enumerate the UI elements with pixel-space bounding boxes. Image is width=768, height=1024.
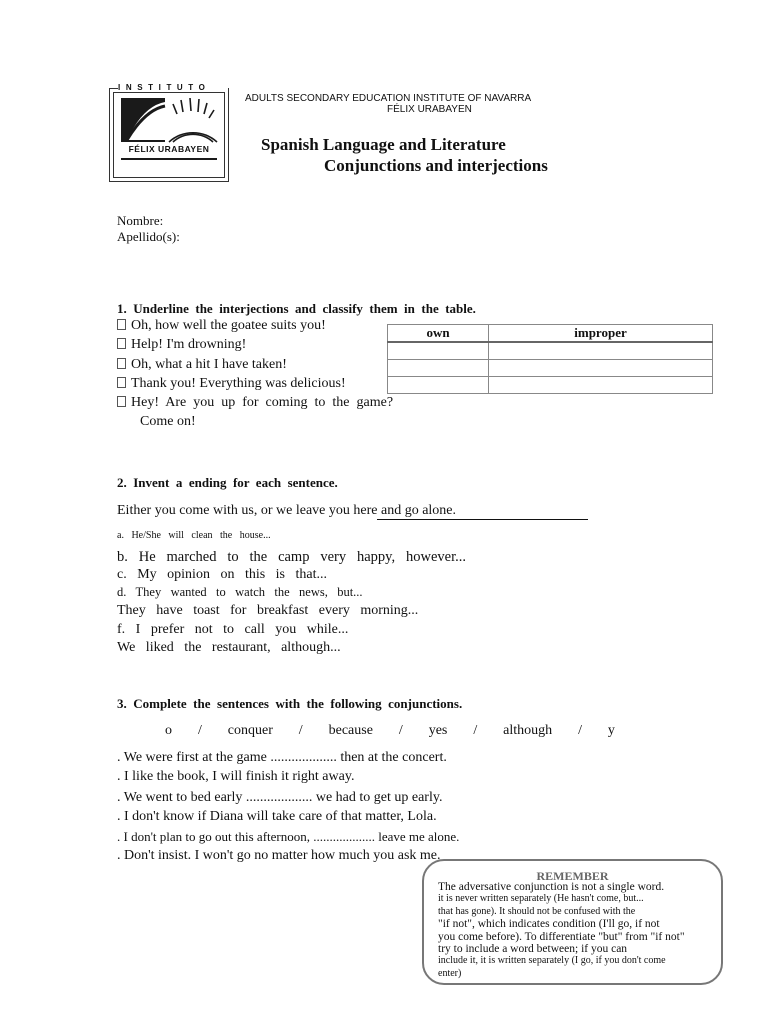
word-bank-item: conquer bbox=[227, 723, 273, 738]
exercise2-example bbox=[117, 503, 588, 520]
logo-emblem bbox=[113, 92, 223, 176]
remember-text bbox=[438, 881, 723, 980]
table-cell[interactable] bbox=[489, 360, 713, 377]
remember-line: "if not", which indicates condition (I'll go, if not bbox=[438, 918, 660, 931]
word-bank-item: yes bbox=[428, 723, 448, 738]
word-bank-item: y bbox=[607, 723, 615, 738]
exercise2-item: d. They wanted to watch the news, but... bbox=[117, 585, 363, 599]
remember-line: it is never written separately (He hasn't come, but... bbox=[438, 893, 644, 905]
exercise3-sentence: . Don't insist. I won't go no matter how much you ask me. bbox=[117, 848, 441, 863]
exercise1-sentence: Oh, what a hit I have taken! bbox=[117, 357, 287, 373]
column-header-own: own bbox=[388, 325, 489, 343]
word-bank-item: although bbox=[503, 723, 553, 738]
exercise2-item: a. He/She will clean the house... bbox=[117, 530, 271, 541]
table-cell[interactable] bbox=[388, 377, 489, 394]
remember-line: try to include a word between; if you can bbox=[438, 943, 628, 956]
exercise1-continuation: Come on! bbox=[140, 414, 196, 429]
logo-bottom-text: FÉLIX URABAYEN bbox=[116, 144, 222, 154]
remember-line: you come before). To differentiate "but" from "if not" bbox=[438, 930, 685, 943]
exercise1-sentence: Hey! Are you up for coming to the game? bbox=[117, 395, 393, 411]
exercise3-sentence: . I don't plan to go out this afternoon, ................... leave me alone. bbox=[117, 829, 460, 844]
bullet-icon bbox=[117, 358, 126, 369]
exercise2-item: We liked the restaurant, although... bbox=[117, 640, 341, 655]
exercise3-sentence: . We went to bed early ................... we had to get up early. bbox=[117, 790, 443, 805]
exercise3-sentence: . We were first at the game ................... then at the concert. bbox=[117, 750, 447, 765]
institution-name: ADULTS SECONDARY EDUCATION INSTITUTE OF NAVARRA bbox=[245, 93, 532, 104]
exercise1-sentence: Help! I'm drowning! bbox=[117, 337, 246, 353]
remember-line: include it, it is written separately (I go, if you don't come bbox=[438, 955, 666, 967]
bullet-icon bbox=[117, 396, 126, 407]
remember-line: that has gone). It should not be confused with the bbox=[438, 905, 636, 917]
exercise2-item: c. My opinion on this is that... bbox=[117, 567, 327, 582]
example-start: Either you come with us, or we leave you here bbox=[117, 503, 378, 518]
table-cell[interactable] bbox=[388, 360, 489, 377]
bullet-icon bbox=[117, 338, 126, 349]
exercise1-title: 1. Underline the interjections and classify them in the table. bbox=[117, 301, 476, 316]
table-cell[interactable] bbox=[489, 377, 713, 394]
exercise1-sentence: Thank you! Everything was delicious! bbox=[117, 376, 346, 392]
exercise2-title: 2. Invent a ending for each sentence. bbox=[117, 475, 338, 490]
exercise2-item: b. He marched to the camp very happy, however... bbox=[117, 549, 466, 565]
word-bank-item: o bbox=[165, 723, 172, 738]
exercise3-title: 3. Complete the sentences with the following conjunctions. bbox=[117, 696, 463, 711]
subject-title: Spanish Language and Literature bbox=[261, 135, 506, 154]
remember-line: enter) bbox=[438, 967, 462, 979]
word-bank-separator: / bbox=[473, 723, 478, 738]
word-bank-separator: / bbox=[298, 723, 303, 738]
remember-title: REMEMBER bbox=[536, 869, 609, 883]
surname-label: Apellido(s): bbox=[117, 229, 180, 244]
logo-top-text: INSTITUTO bbox=[118, 83, 228, 92]
exercise2-item: f. I prefer not to call you while... bbox=[117, 622, 349, 637]
example-answer: and go alone. bbox=[377, 503, 588, 520]
name-label: Nombre: bbox=[117, 213, 164, 228]
table-cell[interactable] bbox=[489, 342, 713, 360]
word-bank-separator: / bbox=[398, 723, 403, 738]
classification-table bbox=[387, 324, 713, 394]
word-bank-item: because bbox=[328, 723, 373, 738]
word-bank-separator: / bbox=[197, 723, 202, 738]
remember-line: The adversative conjunction is not a single word. bbox=[438, 881, 665, 893]
exercise3-sentence: . I like the book, I will finish it right away. bbox=[117, 769, 355, 784]
exercise3-sentence: . I don't know if Diana will take care of that matter, Lola. bbox=[117, 809, 437, 824]
exercise1-sentence: Oh, how well the goatee suits you! bbox=[117, 318, 326, 334]
exercise2-item: They have toast for breakfast every morning... bbox=[117, 603, 419, 618]
bullet-icon bbox=[117, 377, 126, 388]
word-bank-separator: / bbox=[578, 723, 582, 738]
institution-subname: FÉLIX URABAYEN bbox=[387, 104, 472, 115]
topic-title: Conjunctions and interjections bbox=[324, 156, 548, 175]
conjunction-word-bank bbox=[165, 723, 615, 739]
remember-box bbox=[422, 859, 723, 985]
column-header-improper: improper bbox=[489, 325, 713, 343]
bullet-icon bbox=[117, 319, 126, 330]
table-cell[interactable] bbox=[388, 342, 489, 360]
